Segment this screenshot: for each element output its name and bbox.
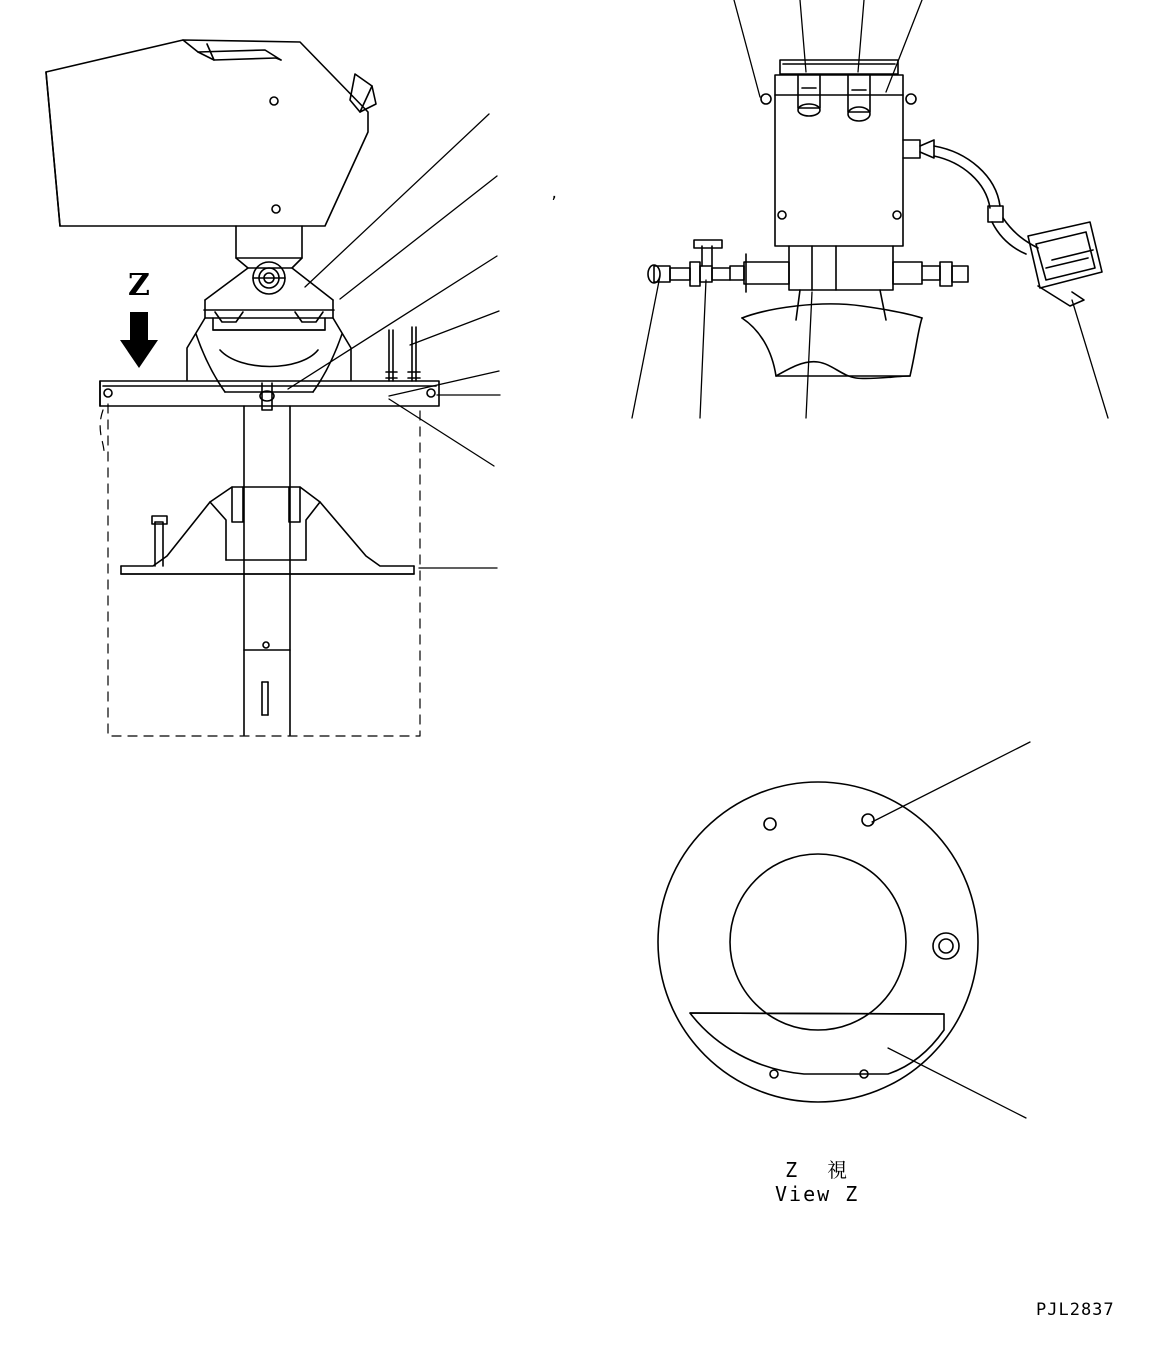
- cab-outline-hidden: [100, 404, 420, 736]
- console-box: [46, 40, 376, 226]
- valve-view-leader-lines: [632, 0, 1108, 418]
- mounting-plate: [100, 327, 439, 410]
- view-z-leader-lines: [872, 742, 1030, 1118]
- main-view-leader-lines: [288, 114, 500, 568]
- valve-detail-view: [648, 60, 1102, 379]
- z-direction-arrow: [120, 312, 158, 368]
- view-z-ring: [658, 782, 978, 1102]
- view-z-caption-english: View Z: [775, 1182, 860, 1206]
- vertical-column: [244, 406, 290, 735]
- drawing-code: PJL2837: [1036, 1300, 1115, 1320]
- view-z-caption-japanese: Z 視: [785, 1158, 850, 1182]
- tick-mark: ,: [550, 186, 559, 202]
- pedestal: [187, 226, 351, 392]
- z-direction-label: Z: [128, 268, 150, 303]
- lower-bracket: [121, 487, 414, 574]
- view-z-caption: [775, 1158, 859, 1206]
